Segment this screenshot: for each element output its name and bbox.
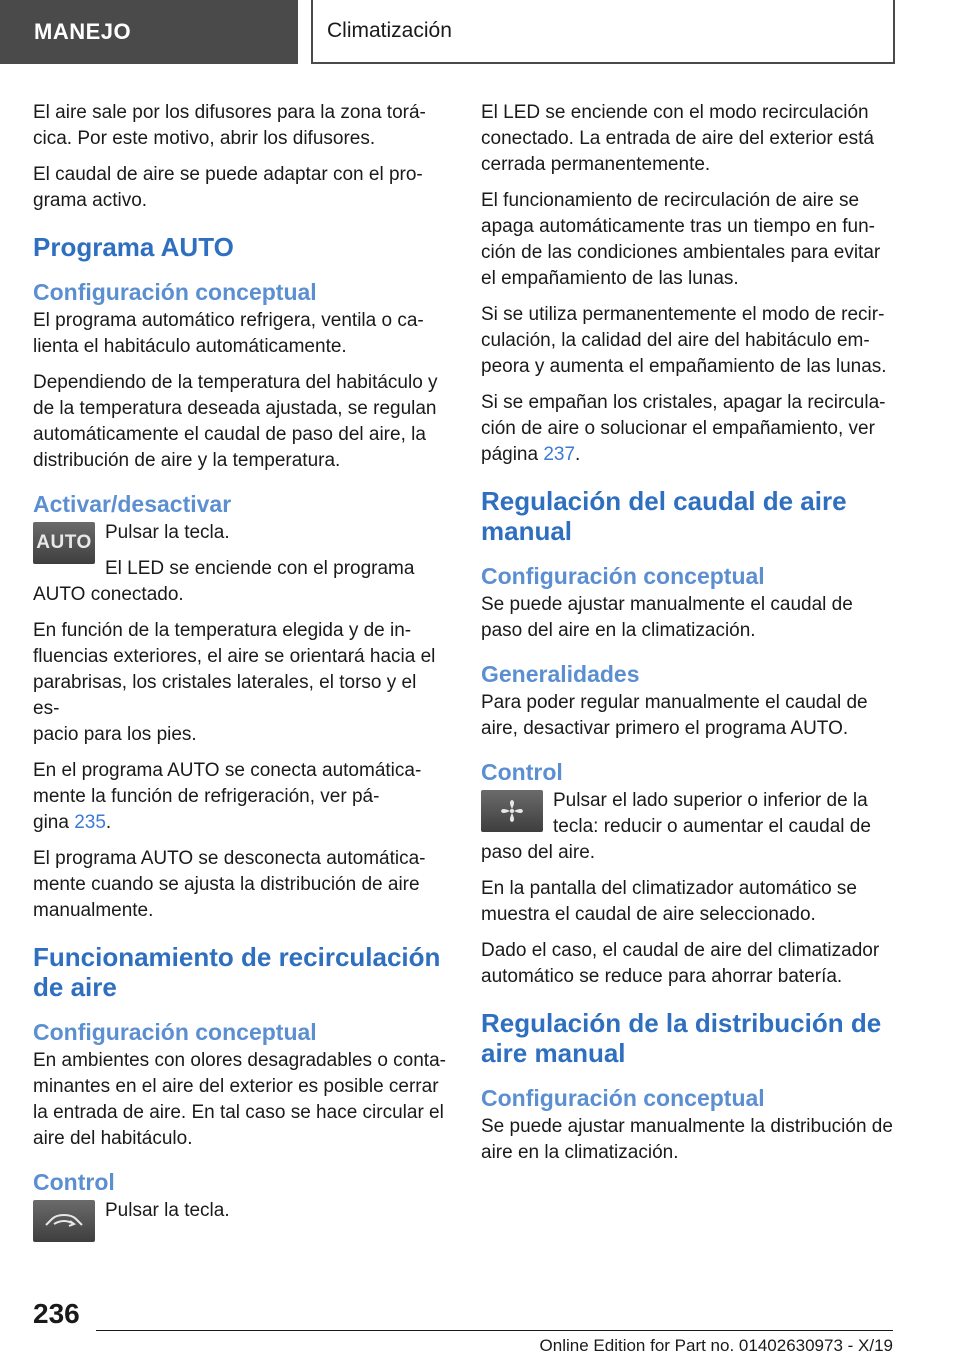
recirculation-instruction <box>33 1198 447 1242</box>
page-link-235[interactable]: 235 <box>74 812 106 833</box>
subheading-concept: Configuración conceptual <box>481 1085 765 1111</box>
paragraph: Pulsar la tecla. <box>105 1200 230 1221</box>
subheading-control: Control <box>33 1169 115 1195</box>
paragraph: En función de la temperatura elegida y de in- fluencias exteriores, el aire se orientará hacia el parabrisas, los cristales laterales, el torso y el es- pacio para los pies. <box>33 620 436 745</box>
footer-divider <box>96 1330 893 1331</box>
paragraph: Se puede ajustar manualmente el caudal de paso del aire en la climatización. <box>481 594 853 641</box>
section-label: MANEJO <box>34 19 132 44</box>
paragraph: En el programa AUTO se conecta automática- mente la función de refrigeración, ver pá- gina 235. <box>33 760 422 833</box>
heading-auto-program: Programa AUTO <box>33 232 234 262</box>
heading-airflow: Regulación del caudal de aire manual <box>481 486 847 546</box>
chapter-title: Climatización <box>327 19 452 42</box>
paragraph: Se puede ajustar manualmente la distribución de aire en la climatización. <box>481 1116 893 1163</box>
auto-instruction <box>33 520 447 618</box>
paragraph: En ambientes con olores desagradables o conta- minantes en el aire del exterior es posible cerrar la entrada de aire. En tal caso se hace circular el aire del habitáculo. <box>33 1050 446 1149</box>
subheading-concept: Configuración conceptual <box>33 279 317 305</box>
auto-button-icon: AUTO <box>33 522 95 564</box>
paragraph: El programa automático refrigera, ventila o ca- lienta el habitáculo automáticamente. <box>33 310 424 357</box>
subheading-concept: Configuración conceptual <box>33 1019 317 1045</box>
paragraph: En la pantalla del climatizador automático se muestra el caudal de aire seleccionado. <box>481 878 857 925</box>
section-tab <box>0 0 298 64</box>
fan-icon <box>481 790 543 832</box>
chapter-header <box>311 0 895 64</box>
paragraph: Si se utiliza permanentemente el modo de recir- culación, la calidad del aire del habitáculo em- peora y aumenta el empañamiento de las lunas. <box>481 304 887 377</box>
paragraph: Si se empañan los cristales, apagar la recircula- ción de aire o solucionar el empañamiento, ver página 237. <box>481 392 886 465</box>
edition-note: Online Edition for Part no. 01402630973 - X/19 <box>539 1336 893 1355</box>
subheading-concept: Configuración conceptual <box>481 563 765 589</box>
page-number: 236 <box>33 1298 80 1329</box>
right-column <box>481 100 895 1176</box>
subheading-general: Generalidades <box>481 661 640 687</box>
paragraph: Pulsar el lado superior o inferior de la tecla: reducir o aumentar el caudal de paso del aire. <box>481 790 871 863</box>
fan-instruction <box>481 788 895 876</box>
page-link-237[interactable]: 237 <box>543 444 576 465</box>
paragraph: El caudal de aire se puede adaptar con el pro- grama activo. <box>33 164 423 211</box>
paragraph: El LED se enciende con el programa AUTO conectado. <box>33 558 415 605</box>
paragraph: Pulsar la tecla. <box>105 522 230 543</box>
subheading-control: Control <box>481 759 563 785</box>
paragraph: Dependiendo de la temperatura del habitáculo y de la temperatura deseada ajustada, se regulan automáticamente el caudal de paso del aire, la distribución de aire y la temperatura. <box>33 372 438 471</box>
paragraph: El programa AUTO se desconecta automática- mente cuando se ajusta la distribución de aire manualmente. <box>33 848 426 921</box>
recirculation-car-icon <box>33 1200 95 1242</box>
heading-recirculation: Funcionamiento de recirculación de aire <box>33 942 441 1002</box>
paragraph: Para poder regular manualmente el caudal de aire, desactivar primero el programa AUTO. <box>481 692 868 739</box>
heading-distribution: Regulación de la distribución de aire manual <box>481 1008 882 1068</box>
paragraph: El funcionamiento de recirculación de aire se apaga automáticamente tras un tiempo en fun- ción de las condiciones ambientales para evitar el empañamiento de las lunas. <box>481 190 881 289</box>
left-column <box>33 100 447 1242</box>
paragraph: Dado el caso, el caudal de aire del climatizador automático se reduce para ahorrar batería. <box>481 940 880 987</box>
paragraph: El aire sale por los difusores para la zona torá- cica. Por este motivo, abrir los difusores. <box>33 102 426 149</box>
subheading-activate: Activar/desactivar <box>33 491 232 517</box>
paragraph: El LED se enciende con el modo recirculación conectado. La entrada de aire del exterior está cerrada permanentemente. <box>481 102 874 175</box>
